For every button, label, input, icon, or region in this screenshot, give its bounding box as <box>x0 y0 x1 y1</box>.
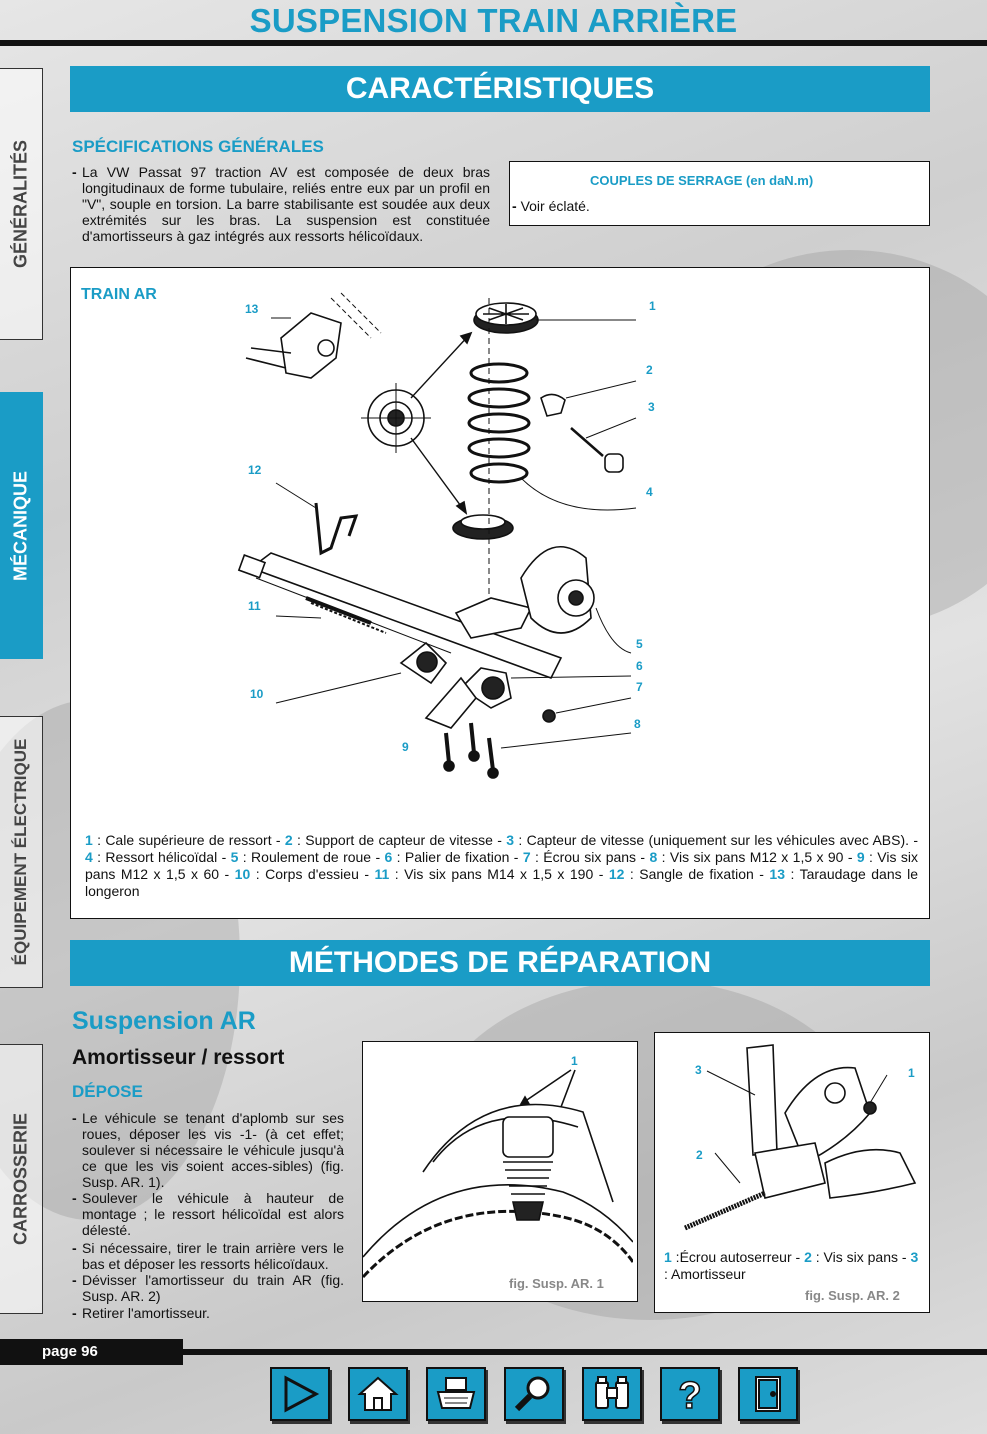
callout-1: 1 <box>649 299 656 313</box>
fig2-caption: fig. Susp. AR. 2 <box>805 1288 900 1303</box>
callout-12: 12 <box>248 463 262 477</box>
print-button[interactable] <box>426 1367 486 1421</box>
step-3: - Si nécessaire, tirer le train arrière vers le bas et déposer les ressorts hélicoïdaux. <box>72 1240 344 1272</box>
callout-8: 8 <box>634 717 641 731</box>
general-specs-text: - La VW Passat 97 traction AV est composée de deux bras longitudinaux de forme tubulaire, reliés entre eux par un profil en "V", souple en torsion. La barre stabilisante est soudée aux deux extrémités sur les bras. La suspension est constituée d'amortisseurs à gaz intégrés aux ressorts hélicoïdaux. <box>72 164 490 244</box>
next-icon <box>278 1374 322 1414</box>
callout-4: 4 <box>646 485 653 499</box>
figure-susp-ar-1 <box>362 1041 638 1302</box>
step-5: - Retirer l'amortisseur. <box>72 1305 210 1321</box>
wheel-arch-illustration <box>363 1042 633 1297</box>
step-1: - Le véhicule se tenant d'aplomb sur ses roues, déposer les vis -1- (à cet effet; soulever si nécessaire le véhicule jusqu'à ce que les vis soient acces-sibles) (fig. Susp. AR. 1). <box>72 1110 344 1190</box>
callout-11: 11 <box>248 599 261 613</box>
binoculars-button[interactable] <box>582 1367 642 1421</box>
fig1-caption: fig. Susp. AR. 1 <box>509 1276 604 1291</box>
train-ar-title: TRAIN AR <box>81 286 157 303</box>
tab-equipement-electrique[interactable] <box>0 716 43 988</box>
callout-10: 10 <box>250 687 264 701</box>
page-number: page 96 <box>42 1343 98 1360</box>
tab-carrosserie[interactable] <box>0 1044 43 1314</box>
tab-mecanique[interactable] <box>0 392 43 659</box>
fig1-callout-1: 1 <box>571 1054 578 1068</box>
next-button[interactable] <box>270 1367 330 1421</box>
torque-box <box>509 161 930 226</box>
subsection-title: Amortisseur / ressort <box>72 1046 285 1069</box>
step-title: DÉPOSE <box>72 1082 143 1101</box>
tab-label: CARROSSERIE <box>10 1112 31 1246</box>
step-2: - Soulever le véhicule à hauteur de montage ; le ressort hélicoïdal est alors délesté. <box>72 1190 344 1238</box>
search-button[interactable] <box>504 1367 564 1421</box>
fig2-callout-2: 2 <box>696 1148 703 1162</box>
step-4: - Dévisser l'amortisseur du train AR (fig. Susp. AR. 2) <box>72 1272 344 1304</box>
torque-title: COUPLES DE SERRAGE (en daN.m) <box>590 173 814 188</box>
callout-7: 7 <box>636 680 643 694</box>
section-title: Suspension AR <box>72 1007 256 1035</box>
help-icon <box>668 1374 712 1414</box>
tab-label: ÉQUIPEMENT ÉLECTRIQUE <box>11 738 30 966</box>
print-icon <box>434 1374 478 1414</box>
home-button[interactable] <box>348 1367 408 1421</box>
home-icon <box>356 1374 400 1414</box>
binoculars-icon <box>590 1374 634 1414</box>
callout-13: 13 <box>245 302 259 316</box>
page-number-bar <box>0 1339 183 1365</box>
help-button[interactable] <box>660 1367 720 1421</box>
svg-text:?: ? <box>678 1375 702 1414</box>
callout-6: 6 <box>636 659 643 673</box>
train-ar-legend: 1 : Cale supérieure de ressort - 2 : Support de capteur de vitesse - 3 : Capteur de vitesse (uniquement sur les véhicules avec ABS). - 4 : Ressort hélicoïdal - 5 : Roulement de roue - 6 : Palier de fixation - 7 : Écrou six pans - 8 : Vis six pans M12 x 1,5 x 90 - 9 : Vis six pans M12 x 1,5 x 60 - 10 : Corps d'essieu - 11 : Vis six pans M14 x 1,5 x 190 - 12 : Sangle de fixation - 13 : Taraudage dans le longeron <box>85 832 918 899</box>
exit-button[interactable] <box>738 1367 798 1421</box>
tab-label: GÉNÉRALITÉS <box>10 139 31 269</box>
general-specs-title: SPÉCIFICATIONS GÉNÉRALES <box>72 137 324 156</box>
callout-2: 2 <box>646 363 653 377</box>
bottom-rule <box>183 1349 987 1355</box>
tab-generalites[interactable] <box>0 68 43 340</box>
rear-axle-exploded-diagram <box>231 278 831 798</box>
fig2-callout-3: 3 <box>695 1063 702 1077</box>
fig2-legend: 1 :Écrou autoserreur - 2 : Vis six pans - 3 : Amortisseur <box>664 1249 919 1282</box>
callout-3: 3 <box>648 400 655 414</box>
train-ar-box <box>70 267 930 919</box>
exit-icon <box>746 1374 790 1414</box>
callout-5: 5 <box>636 637 643 651</box>
methods-banner: MÉTHODES DE RÉPARATION <box>70 940 930 986</box>
page-title: SUSPENSION TRAIN ARRIÈRE <box>249 2 738 39</box>
characteristics-banner: CARACTÉRISTIQUES <box>70 66 930 112</box>
search-icon <box>512 1374 556 1414</box>
callout-9: 9 <box>402 740 409 754</box>
top-rule <box>0 40 987 46</box>
torque-text: - Voir éclaté. <box>512 198 590 214</box>
figure-susp-ar-2 <box>654 1032 930 1313</box>
tab-label: MÉCANIQUE <box>10 470 31 581</box>
fig2-callout-1: 1 <box>908 1066 915 1080</box>
